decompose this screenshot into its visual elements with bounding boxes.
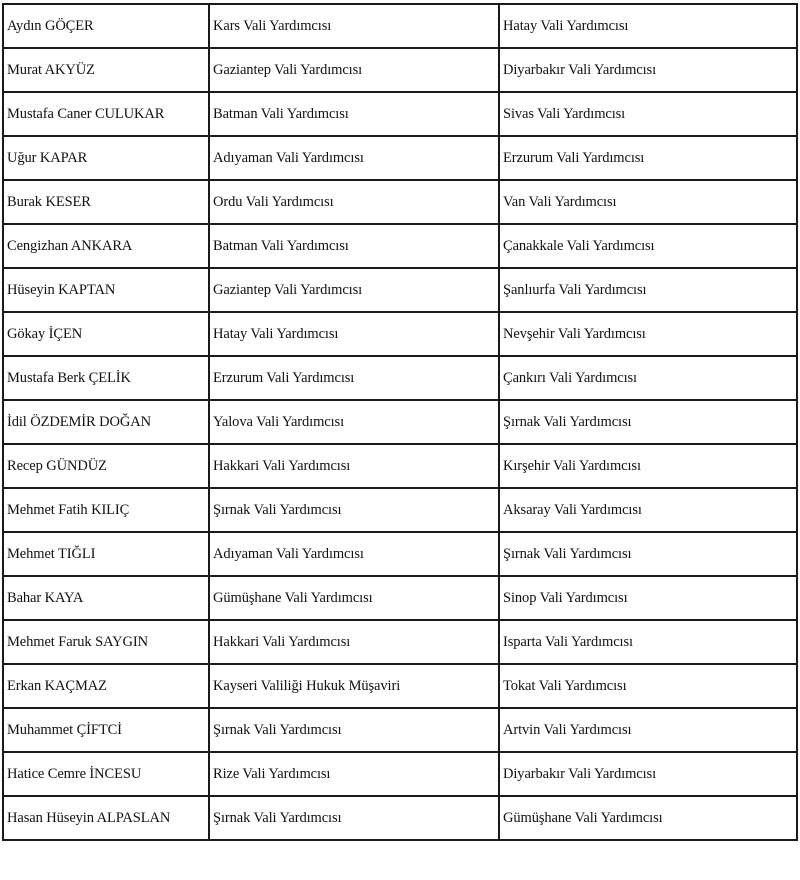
new-position-cell: Şırnak Vali Yardımcısı	[499, 532, 797, 576]
new-position-cell: Kırşehir Vali Yardımcısı	[499, 444, 797, 488]
name-cell: Burak KESER	[3, 180, 209, 224]
new-position-cell: Tokat Vali Yardımcısı	[499, 664, 797, 708]
table-row	[3, 620, 797, 664]
former-position-cell: Batman Vali Yardımcısı	[209, 224, 499, 268]
former-position-cell: Erzurum Vali Yardımcısı	[209, 356, 499, 400]
new-position-cell: Van Vali Yardımcısı	[499, 180, 797, 224]
name-cell: Recep GÜNDÜZ	[3, 444, 209, 488]
new-position-cell: Hatay Vali Yardımcısı	[499, 4, 797, 48]
table-row	[3, 664, 797, 708]
former-position-cell: Kars Vali Yardımcısı	[209, 4, 499, 48]
table-row	[3, 708, 797, 752]
former-position-cell: Şırnak Vali Yardımcısı	[209, 796, 499, 840]
name-cell: Cengizhan ANKARA	[3, 224, 209, 268]
name-cell: Murat AKYÜZ	[3, 48, 209, 92]
table-row	[3, 752, 797, 796]
former-position-cell: Hatay Vali Yardımcısı	[209, 312, 499, 356]
former-position-cell: Hakkari Vali Yardımcısı	[209, 444, 499, 488]
name-cell: İdil ÖZDEMİR DOĞAN	[3, 400, 209, 444]
former-position-cell: Adıyaman Vali Yardımcısı	[209, 136, 499, 180]
name-cell: Bahar KAYA	[3, 576, 209, 620]
former-position-cell: Adıyaman Vali Yardımcısı	[209, 532, 499, 576]
new-position-cell: Erzurum Vali Yardımcısı	[499, 136, 797, 180]
name-cell: Mustafa Caner CULUKAR	[3, 92, 209, 136]
appointments-table	[2, 3, 798, 841]
name-cell: Erkan KAÇMAZ	[3, 664, 209, 708]
table-row	[3, 488, 797, 532]
new-position-cell: Diyarbakır Vali Yardımcısı	[499, 752, 797, 796]
name-cell: Aydın GÖÇER	[3, 4, 209, 48]
name-cell: Hatice Cemre İNCESU	[3, 752, 209, 796]
name-cell: Mehmet Faruk SAYGIN	[3, 620, 209, 664]
new-position-cell: Diyarbakır Vali Yardımcısı	[499, 48, 797, 92]
former-position-cell: Rize Vali Yardımcısı	[209, 752, 499, 796]
name-cell: Mehmet Fatih KILIÇ	[3, 488, 209, 532]
table-row	[3, 268, 797, 312]
table-row	[3, 224, 797, 268]
former-position-cell: Gümüşhane Vali Yardımcısı	[209, 576, 499, 620]
former-position-cell: Şırnak Vali Yardımcısı	[209, 488, 499, 532]
new-position-cell: Aksaray Vali Yardımcısı	[499, 488, 797, 532]
name-cell: Hüseyin KAPTAN	[3, 268, 209, 312]
new-position-cell: Isparta Vali Yardımcısı	[499, 620, 797, 664]
table-row	[3, 400, 797, 444]
former-position-cell: Şırnak Vali Yardımcısı	[209, 708, 499, 752]
table-row	[3, 312, 797, 356]
table-row	[3, 180, 797, 224]
former-position-cell: Yalova Vali Yardımcısı	[209, 400, 499, 444]
table-row	[3, 4, 797, 48]
new-position-cell: Artvin Vali Yardımcısı	[499, 708, 797, 752]
former-position-cell: Batman Vali Yardımcısı	[209, 92, 499, 136]
new-position-cell: Gümüşhane Vali Yardımcısı	[499, 796, 797, 840]
name-cell: Mustafa Berk ÇELİK	[3, 356, 209, 400]
new-position-cell: Nevşehir Vali Yardımcısı	[499, 312, 797, 356]
name-cell: Gökay İÇEN	[3, 312, 209, 356]
table-row	[3, 576, 797, 620]
former-position-cell: Ordu Vali Yardımcısı	[209, 180, 499, 224]
table-row	[3, 532, 797, 576]
table-row	[3, 356, 797, 400]
table-row	[3, 444, 797, 488]
table-row	[3, 796, 797, 840]
new-position-cell: Sinop Vali Yardımcısı	[499, 576, 797, 620]
new-position-cell: Çanakkale Vali Yardımcısı	[499, 224, 797, 268]
name-cell: Mehmet TIĞLI	[3, 532, 209, 576]
table-row	[3, 136, 797, 180]
name-cell: Muhammet ÇİFTCİ	[3, 708, 209, 752]
name-cell: Uğur KAPAR	[3, 136, 209, 180]
table-row	[3, 92, 797, 136]
name-cell: Hasan Hüseyin ALPASLAN	[3, 796, 209, 840]
new-position-cell: Şanlıurfa Vali Yardımcısı	[499, 268, 797, 312]
new-position-cell: Şırnak Vali Yardımcısı	[499, 400, 797, 444]
former-position-cell: Gaziantep Vali Yardımcısı	[209, 48, 499, 92]
new-position-cell: Çankırı Vali Yardımcısı	[499, 356, 797, 400]
former-position-cell: Gaziantep Vali Yardımcısı	[209, 268, 499, 312]
new-position-cell: Sivas Vali Yardımcısı	[499, 92, 797, 136]
table-row	[3, 48, 797, 92]
former-position-cell: Hakkari Vali Yardımcısı	[209, 620, 499, 664]
former-position-cell: Kayseri Valiliği Hukuk Müşaviri	[209, 664, 499, 708]
table-body	[3, 4, 797, 840]
